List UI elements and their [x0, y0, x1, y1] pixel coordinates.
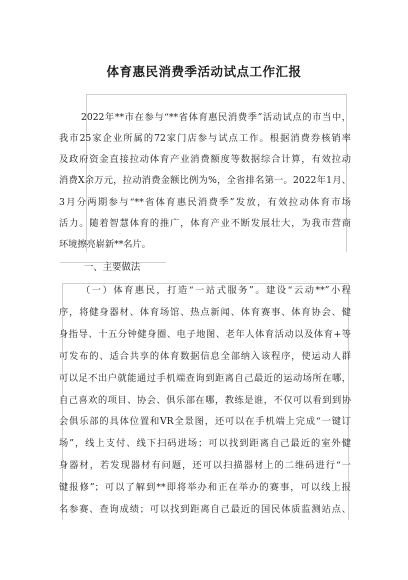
document-title: 体育惠民消费季活动试点工作汇报	[106, 64, 302, 79]
paragraph-line: 2022年**市在参与“**省体育惠民消费季”活动试点的市当中，	[81, 112, 351, 123]
paragraph-line: 3月分两期参与“**省体育惠民消费季”发放，有效拉动体育市场	[59, 197, 351, 208]
paragraph-line: 可发布的、适合共享的体育数据信息全部纳入该程序，使运动人群	[59, 351, 351, 362]
frame-line-top	[86, 94, 346, 95]
paragraph-line: 身指导、十五分钟健身圈、电子地图、老年人体育活动以及体育+等	[59, 329, 351, 340]
paragraph-line: 消费X余万元，拉动消费金额比例为%，全省排名第一。2022年1月、	[59, 175, 351, 186]
paragraph-line: 及政府资金直接拉动体育产业消费额度等数据综合计算，有效拉动	[59, 154, 351, 165]
paragraph-line: 我市25家企业所属的72家门店参与试点工作。根据消费券核销率	[59, 133, 351, 144]
section-heading: 一、主要做法	[84, 262, 141, 273]
paragraph-line: 会俱乐部的具体位置和VR全景图，还可以在手机端上完成“一键订	[59, 416, 351, 427]
paragraph-line: （一）体育惠民，打造“一站式服务”。建设“云动**”小程	[81, 285, 351, 296]
paragraph-line: 序，将健身器材、体育场馆、热点新闻、体育赛事、体育协会、健	[59, 307, 351, 318]
paragraph-line: 活力。随着智慧体育的推广，体育产业不断发展壮大，为我市营商	[59, 218, 351, 229]
paragraph-line: 键报修”；可以了解到**即将举办和正在举办的赛事，可以线上报	[59, 482, 351, 493]
paragraph-line: 环境擦亮崭新**名片。	[59, 239, 151, 250]
paragraph-line: 身器材，若发现器材有问题，还可以扫描器材上的二维码进行“一	[59, 460, 351, 471]
paragraph-line: 场”，线上支付、线下扫码进场；可以找到距离自己最近的室外健	[59, 438, 351, 449]
paragraph-line: 自己喜欢的项目、协会、俱乐部在哪，教练是谁，不仅可以看到到协	[59, 395, 351, 406]
paragraph-line: 可以足不出户就能通过手机端查询到距离自己最近的运动场所在哪，	[59, 373, 351, 384]
paragraph-line: 名参赛、查询成绩；可以找到距离自己最近的国民体质监测站点、	[59, 504, 351, 515]
